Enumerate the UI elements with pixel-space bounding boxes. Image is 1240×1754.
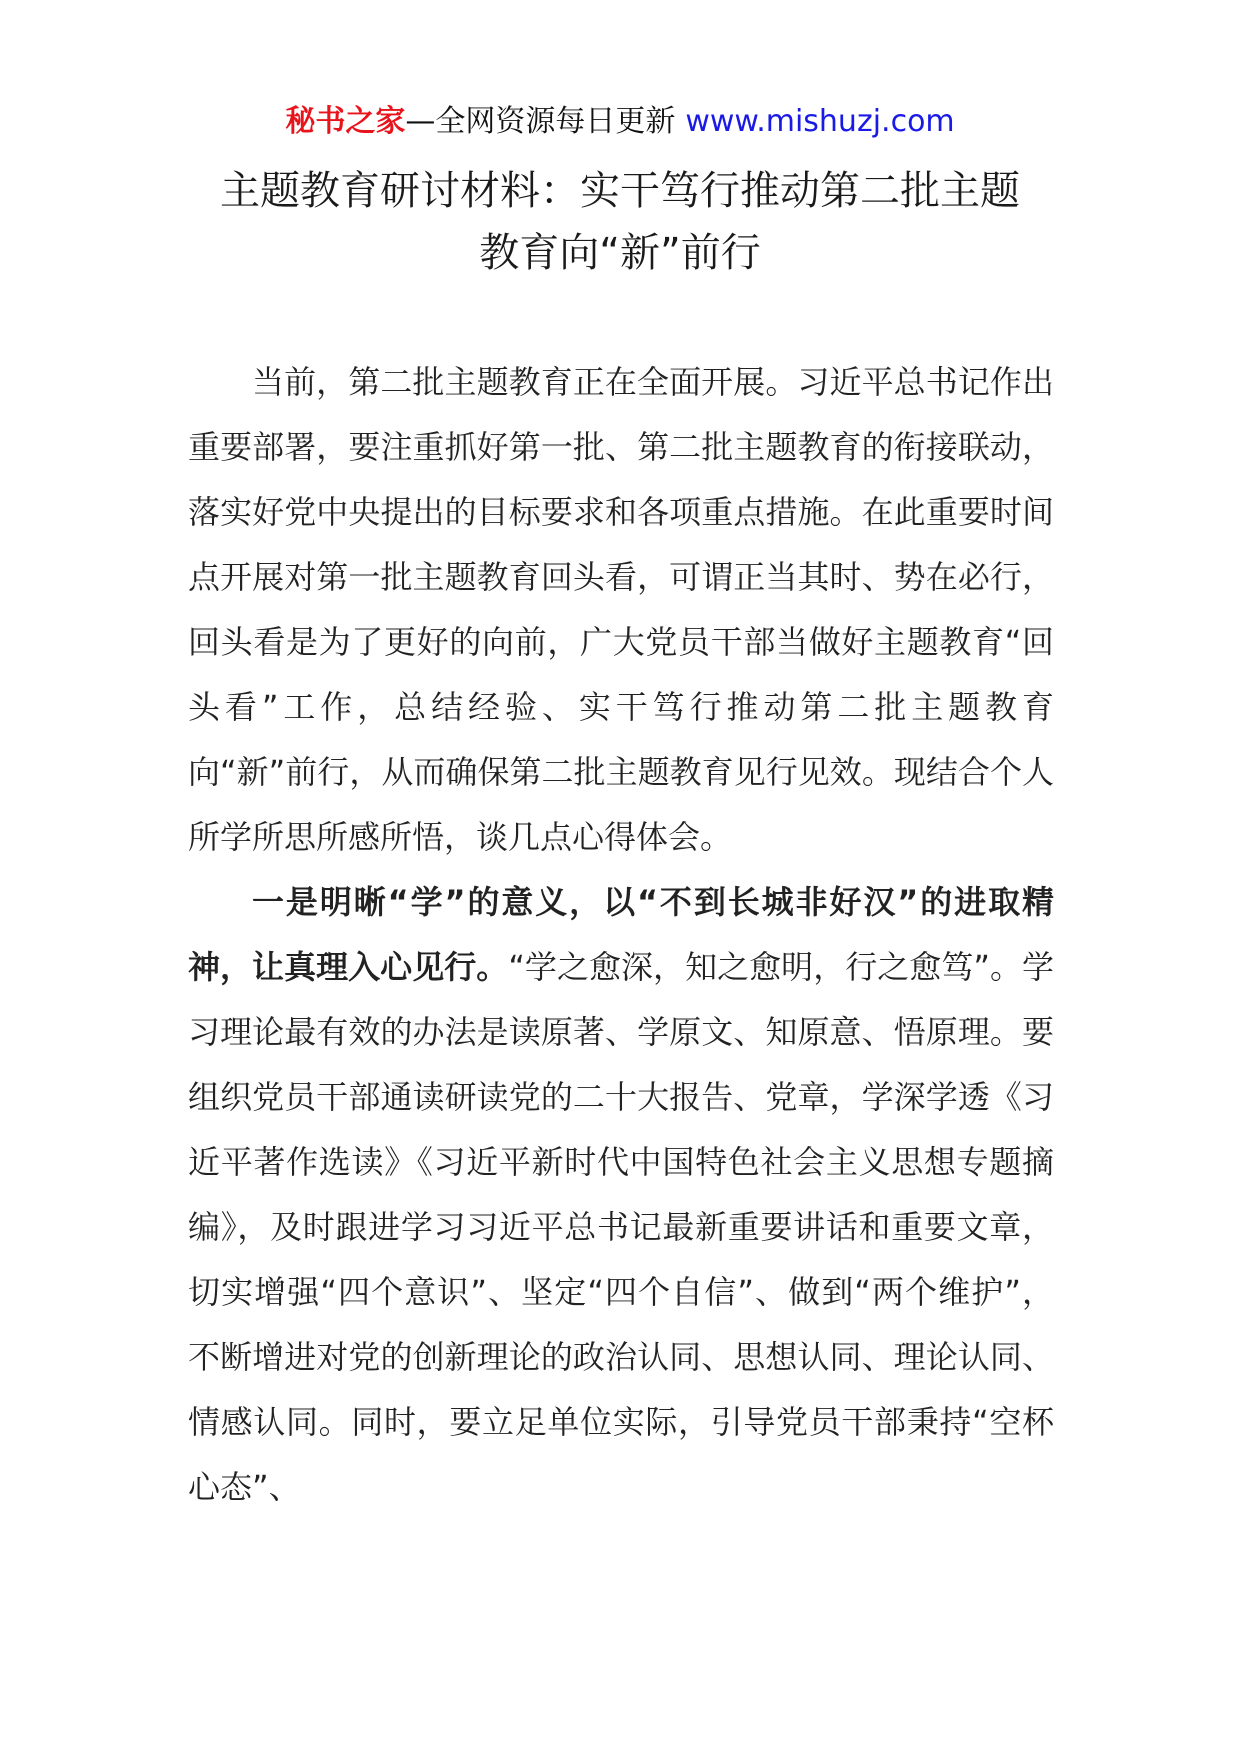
paragraph-point-one-text: “学之愈深，知之愈明，行之愈笃”。学习理论最有效的办法是读原著、学原文、知原意、悟原理。要组织党员干部通读研读党的二十大报告、党章，学深学透《习近平著作选读》《习近平新时代中国特色社会主义思想专题摘编》，及时跟进学习习近平总书记最新重要讲话和重要文章，切实增强“四个意识”、坚定“四个自信”、做到“两个维护”，不断增进对党的创新理论的政治认同、思想认同、理论认同、情感认同。同时，要立足单位实际，引导党员干部秉持“空杯心态”、	[188, 948, 1054, 1506]
document-body	[188, 350, 1054, 1520]
title-line-1: 主题教育研讨材料：实干笃行推动第二批主题	[220, 168, 1020, 214]
paragraph-point-one-lead: 一是明晰“学”的意义，以“不到长城非好汉”的进取精神，让真理入心见行。	[188, 883, 1054, 986]
site-header	[0, 100, 1240, 144]
paragraph-intro-text: 当前，第二批主题教育正在全面开展。习近平总书记作出重要部署，要注重抓好第一批、第二批主题教育的衔接联动，落实好党中央提出的目标要求和各项重点措施。在此重要时间点开展对第一批主题教育回头看，可谓正当其时、势在必行，回头看是为了更好的向前，广大党员干部当做好主题教育“回头看”工作，总结经验、实干笃行推动第二批主题教育向“新”前行，从而确保第二批主题教育见行见效。现结合个人所学所思所感所悟，谈几点心得体会。	[188, 363, 1054, 856]
paragraph-intro	[188, 350, 1054, 870]
title-line-2: 教育向“新”前行	[479, 230, 761, 276]
paragraph-point-one	[188, 870, 1054, 1520]
brand-name: 秘书之家	[285, 104, 406, 139]
site-url-link[interactable]: www.mishuzj.com	[685, 104, 955, 139]
header-tagline: —全网资源每日更新	[405, 104, 676, 139]
document-title	[150, 160, 1090, 284]
